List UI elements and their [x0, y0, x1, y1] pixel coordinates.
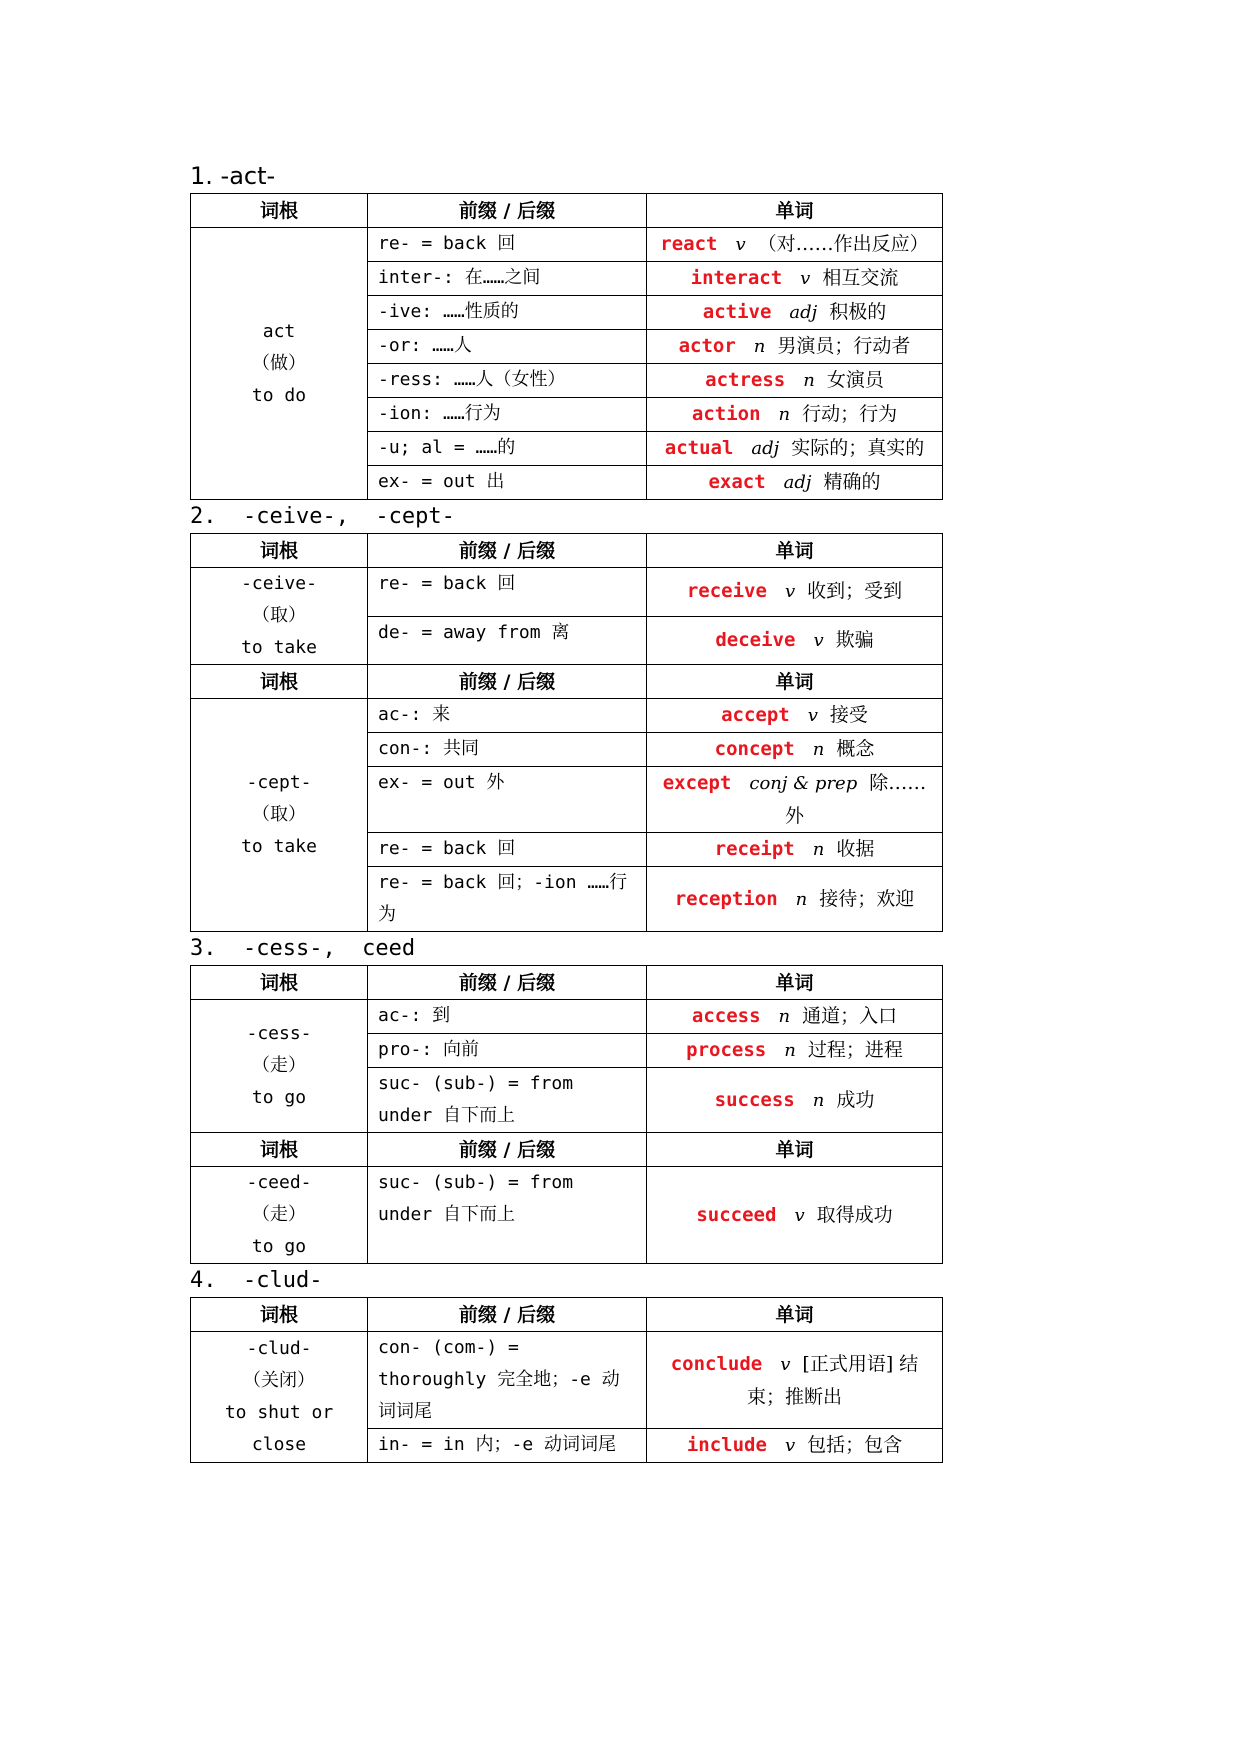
vocab-word: react	[660, 233, 718, 255]
part-of-speech: n	[778, 404, 791, 425]
word-cell	[647, 1429, 943, 1463]
root-line: （做）	[252, 352, 306, 374]
vocab-word: actual	[664, 437, 734, 459]
word-meaning: 欺骗	[835, 628, 874, 651]
word-meaning: 取得成功	[816, 1203, 893, 1226]
root-line: to shut or	[224, 1402, 334, 1423]
word-meaning: （对……作出反应）	[757, 233, 929, 255]
part-of-speech: conj & prep	[749, 773, 858, 794]
word-meaning: 男演员；行动者	[777, 335, 911, 357]
word-cell	[647, 1000, 943, 1034]
word-cell	[647, 867, 943, 932]
word-cell	[647, 296, 943, 330]
word-meaning: 行动；行为	[802, 403, 898, 425]
root-line: to go	[251, 1236, 307, 1257]
word-cell	[647, 228, 943, 262]
root-cell	[191, 699, 368, 932]
part-of-speech: adj	[751, 438, 780, 459]
root-line: -ceive-	[241, 573, 317, 594]
part-of-speech: n	[753, 336, 766, 357]
word-meaning: 收到；受到	[807, 580, 903, 603]
word-cell	[647, 767, 943, 833]
vocab-word: receive	[686, 580, 767, 603]
section-title: 4. -clud-	[190, 1268, 323, 1293]
word-cell	[647, 699, 943, 733]
root-table	[190, 193, 943, 500]
vocab-word: accept	[721, 704, 790, 726]
header-affix: 前缀 / 后缀	[368, 534, 647, 568]
vocab-word: include	[686, 1434, 767, 1456]
part-of-speech: v	[780, 1353, 791, 1375]
header-affix: 前缀 / 后缀	[368, 1133, 647, 1167]
header-root: 词根	[191, 534, 368, 568]
word-meaning: 过程；进程	[807, 1039, 903, 1061]
header-word: 单词	[647, 966, 943, 1000]
affix-cell: re- = back 回	[368, 228, 647, 262]
vocab-word: except	[662, 772, 732, 794]
affix-cell: suc- (sub-) = from under 自下而上	[368, 1167, 647, 1264]
root-line: -ceed-	[246, 1172, 312, 1193]
affix-cell: pro-: 向前	[368, 1034, 647, 1068]
section-title: 3. -cess-, ceed	[190, 936, 416, 961]
part-of-speech: n	[795, 888, 808, 910]
root-cell	[191, 1000, 368, 1133]
root-table	[190, 533, 943, 932]
part-of-speech: v	[735, 234, 746, 255]
header-root: 词根	[191, 1298, 368, 1332]
header-word: 单词	[647, 1133, 943, 1167]
affix-cell: con- (com-) = thoroughly 完全地；-e 动词词尾	[368, 1332, 647, 1429]
word-meaning: 接受	[829, 704, 868, 726]
part-of-speech: n	[812, 1089, 825, 1111]
affix-cell: -ion: ……行为	[368, 398, 647, 432]
word-cell	[647, 568, 943, 617]
word-cell	[647, 466, 943, 500]
word-meaning: 精确的	[823, 471, 881, 493]
table-header-row	[191, 665, 943, 699]
word-cell	[647, 733, 943, 767]
affix-cell: de- = away from 离	[368, 616, 647, 665]
affix-cell: con-: 共同	[368, 733, 647, 767]
root-line: -cept-	[246, 772, 312, 793]
vocab-word: receipt	[714, 838, 795, 860]
affix-cell: inter-: 在……之间	[368, 262, 647, 296]
header-affix: 前缀 / 后缀	[368, 1298, 647, 1332]
table-header-row	[191, 194, 943, 228]
part-of-speech: n	[812, 839, 825, 860]
word-cell	[647, 1068, 943, 1133]
root-line: to do	[251, 384, 307, 406]
affix-cell: -ive: ……性质的	[368, 296, 647, 330]
header-root: 词根	[191, 194, 368, 228]
word-meaning: 接待；欢迎	[819, 887, 915, 910]
root-line: （关闭）	[243, 1370, 315, 1391]
word-meaning: 实际的；真实的	[791, 437, 925, 459]
header-word: 单词	[647, 1298, 943, 1332]
part-of-speech: v	[784, 1435, 796, 1456]
table-header-row	[191, 1298, 943, 1332]
root-line: （走）	[252, 1204, 306, 1225]
section-title: 1. -act-	[190, 162, 276, 190]
vocab-word: exact	[708, 471, 766, 493]
affix-cell: re- = back 回	[368, 833, 647, 867]
header-word: 单词	[647, 534, 943, 568]
root-line: to take	[241, 836, 317, 857]
affix-cell: -u; al = ……的	[368, 432, 647, 466]
word-meaning: 女演员	[826, 369, 884, 391]
root-line: -clud-	[246, 1338, 312, 1359]
root-line: （走）	[252, 1055, 306, 1076]
affix-cell: suc- (sub-) = from under 自下而上	[368, 1068, 647, 1133]
root-table	[190, 1297, 943, 1463]
root-line: close	[251, 1434, 307, 1455]
vocab-word: actor	[678, 335, 736, 357]
affix-cell: re- = back 回	[368, 568, 647, 617]
vocab-word: conclude	[670, 1352, 763, 1375]
affix-cell: -or: ……人	[368, 330, 647, 364]
word-meaning: [正式用语] 结束；推断出	[746, 1352, 919, 1408]
part-of-speech: n	[812, 739, 825, 760]
header-affix: 前缀 / 后缀	[368, 966, 647, 1000]
part-of-speech: n	[784, 1040, 796, 1061]
vocab-word: process	[686, 1039, 767, 1061]
root-cell	[191, 568, 368, 665]
vocab-word: actress	[705, 369, 786, 391]
word-meaning: 通道；入口	[802, 1005, 898, 1027]
word-cell	[647, 616, 943, 665]
header-word: 单词	[647, 194, 943, 228]
vocab-word: deceive	[715, 628, 796, 651]
word-cell	[647, 262, 943, 296]
table-row	[191, 1167, 943, 1264]
vocab-word: succeed	[696, 1203, 777, 1226]
word-meaning: 收据	[836, 838, 875, 860]
table-header-row	[191, 1133, 943, 1167]
root-line: （取）	[252, 605, 306, 626]
root-line: -cess-	[246, 1023, 312, 1044]
root-line: to take	[241, 637, 317, 658]
affix-cell: ac-: 来	[368, 699, 647, 733]
affix-cell: in- = in 内；-e 动词词尾	[368, 1429, 647, 1463]
table-header-row	[191, 966, 943, 1000]
part-of-speech: adj	[783, 472, 812, 493]
root-cell	[191, 1332, 368, 1463]
part-of-speech: v	[813, 629, 824, 651]
part-of-speech: n	[803, 370, 815, 391]
table-row	[191, 699, 943, 733]
part-of-speech: v	[784, 581, 796, 603]
vocab-word: reception	[674, 887, 778, 910]
affix-cell: ac-: 到	[368, 1000, 647, 1034]
root-table	[190, 965, 943, 1264]
part-of-speech: adj	[789, 302, 818, 323]
root-line: act	[262, 320, 296, 342]
vocab-word: active	[702, 301, 772, 323]
vocab-word: interact	[690, 267, 783, 289]
word-meaning: 相互交流	[822, 267, 899, 289]
word-cell	[647, 432, 943, 466]
vocab-word: access	[691, 1005, 761, 1027]
word-cell	[647, 833, 943, 867]
table-header-row	[191, 534, 943, 568]
word-cell	[647, 364, 943, 398]
word-cell	[647, 398, 943, 432]
affix-cell: ex- = out 外	[368, 767, 647, 833]
root-line: （取）	[252, 804, 306, 825]
table-row	[191, 1000, 943, 1034]
vocab-word: concept	[714, 738, 795, 760]
table-row	[191, 228, 943, 262]
word-meaning: 概念	[836, 738, 875, 760]
header-root: 词根	[191, 1133, 368, 1167]
affix-cell: re- = back 回；-ion ……行为	[368, 867, 647, 932]
affix-cell: ex- = out 出	[368, 466, 647, 500]
root-cell	[191, 1167, 368, 1264]
document	[190, 160, 942, 1463]
word-cell	[647, 1034, 943, 1068]
part-of-speech: v	[800, 268, 811, 289]
part-of-speech: v	[794, 1204, 805, 1226]
header-affix: 前缀 / 后缀	[368, 194, 647, 228]
root-cell	[191, 228, 368, 500]
vocab-word: success	[714, 1088, 795, 1111]
word-cell	[647, 330, 943, 364]
part-of-speech: v	[807, 705, 818, 726]
part-of-speech: n	[778, 1006, 791, 1027]
root-line: to go	[251, 1087, 307, 1108]
table-row	[191, 568, 943, 617]
header-root: 词根	[191, 966, 368, 1000]
header-root: 词根	[191, 665, 368, 699]
vocab-word: action	[691, 403, 761, 425]
word-cell	[647, 1332, 943, 1429]
word-meaning: 积极的	[829, 301, 887, 323]
table-row	[191, 1332, 943, 1429]
word-cell	[647, 1167, 943, 1264]
section-title: 2. -ceive-, -cept-	[190, 504, 455, 529]
header-word: 单词	[647, 665, 943, 699]
word-meaning: 除……外	[784, 772, 927, 827]
header-affix: 前缀 / 后缀	[368, 665, 647, 699]
affix-cell: -ress: ……人（女性）	[368, 364, 647, 398]
word-meaning: 包括；包含	[807, 1434, 903, 1456]
word-meaning: 成功	[836, 1088, 875, 1111]
